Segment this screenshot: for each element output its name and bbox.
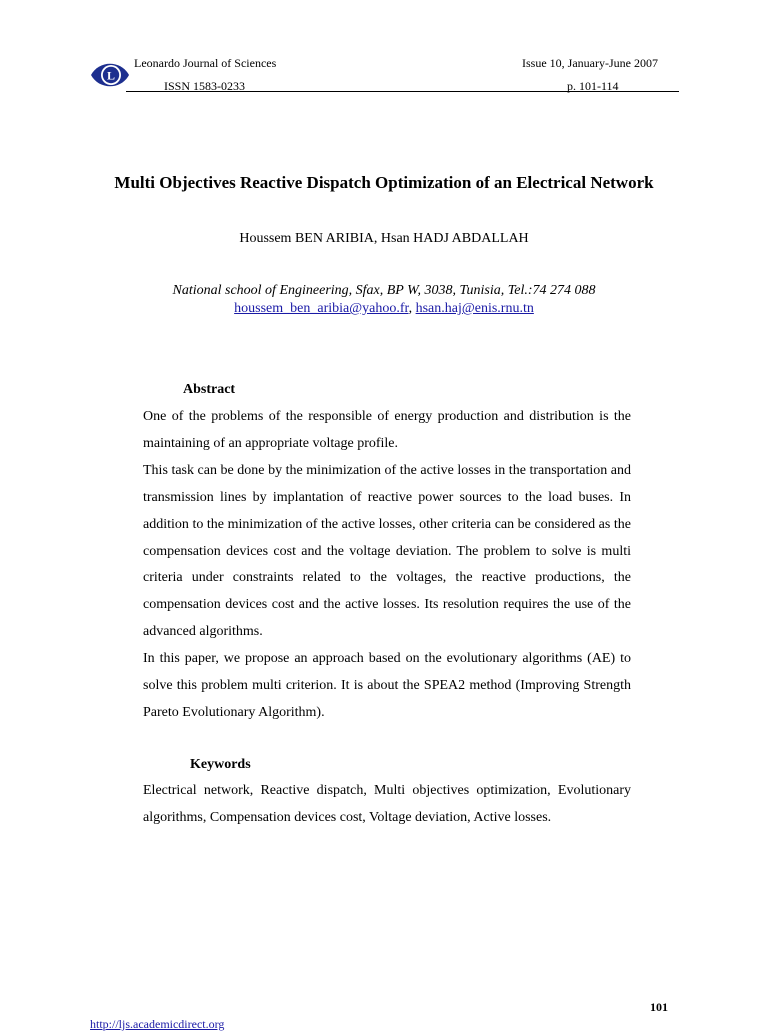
paper-authors: Houssem BEN ARIBIA, Hsan HADJ ABDALLAH	[239, 231, 529, 246]
page-number: 101	[650, 1000, 668, 1014]
abstract-paragraph-1: One of the problems of the responsible of energy production and distribution is the maintaining of an appropriate voltage profile.	[143, 409, 631, 451]
abstract-heading: Abstract	[183, 382, 236, 397]
page-range: p. 101-114	[567, 79, 619, 93]
issue-info: Issue 10, January-June 2007	[522, 56, 658, 70]
abstract-paragraph-2: This task can be done by the minimization of the active losses in the transportation and transmission lines by implantation of reactive power sources to the load buses. In addition to the minimization of the active losses, other criteria can be considered as the compensation devices cost and the voltage deviation. The problem to solve is multi criteria under constraints related to the voltages, the reactive productions, the compensation devices cost and the active losses. Its resolution requires the use of the advanced algorithms.	[143, 462, 631, 640]
logo-letter: L	[106, 68, 116, 83]
issn: ISSN 1583-0233	[164, 79, 246, 93]
journal-name: Leonardo Journal of Sciences	[134, 56, 277, 70]
email-link-2[interactable]: hsan.haj@enis.rnu.tn	[415, 301, 534, 316]
journal-url-link[interactable]: http://ljs.academicdirect.org	[90, 1017, 225, 1031]
abstract-body	[143, 404, 631, 727]
abstract-paragraph-3: In this paper, we propose an approach based on the evolutionary algorithms (AE) to solve this problem multi criterion. It is about the SPEA2 method (Improving Strength Pareto Evolutionary Algorithm).	[143, 651, 631, 720]
email-link-1[interactable]: houssem_ben_aribia@yahoo.fr	[234, 301, 409, 316]
author-emails	[0, 300, 768, 318]
header-rule	[126, 91, 679, 92]
keywords-text: Electrical network, Reactive dispatch, Multi objectives optimization, Evolutionary algorithms, Compensation devices cost, Voltage deviation, Active losses.	[143, 783, 631, 825]
paper-title: Multi Objectives Reactive Dispatch Optimization of an Electrical Network	[114, 173, 654, 192]
email-separator: ,	[408, 301, 416, 316]
keywords-heading: Keywords	[190, 757, 251, 772]
affiliation: National school of Engineering, Sfax, BP W, 3038, Tunisia, Tel.:74 274 088	[172, 283, 596, 298]
journal-logo	[89, 54, 131, 96]
keywords-body	[143, 778, 631, 832]
